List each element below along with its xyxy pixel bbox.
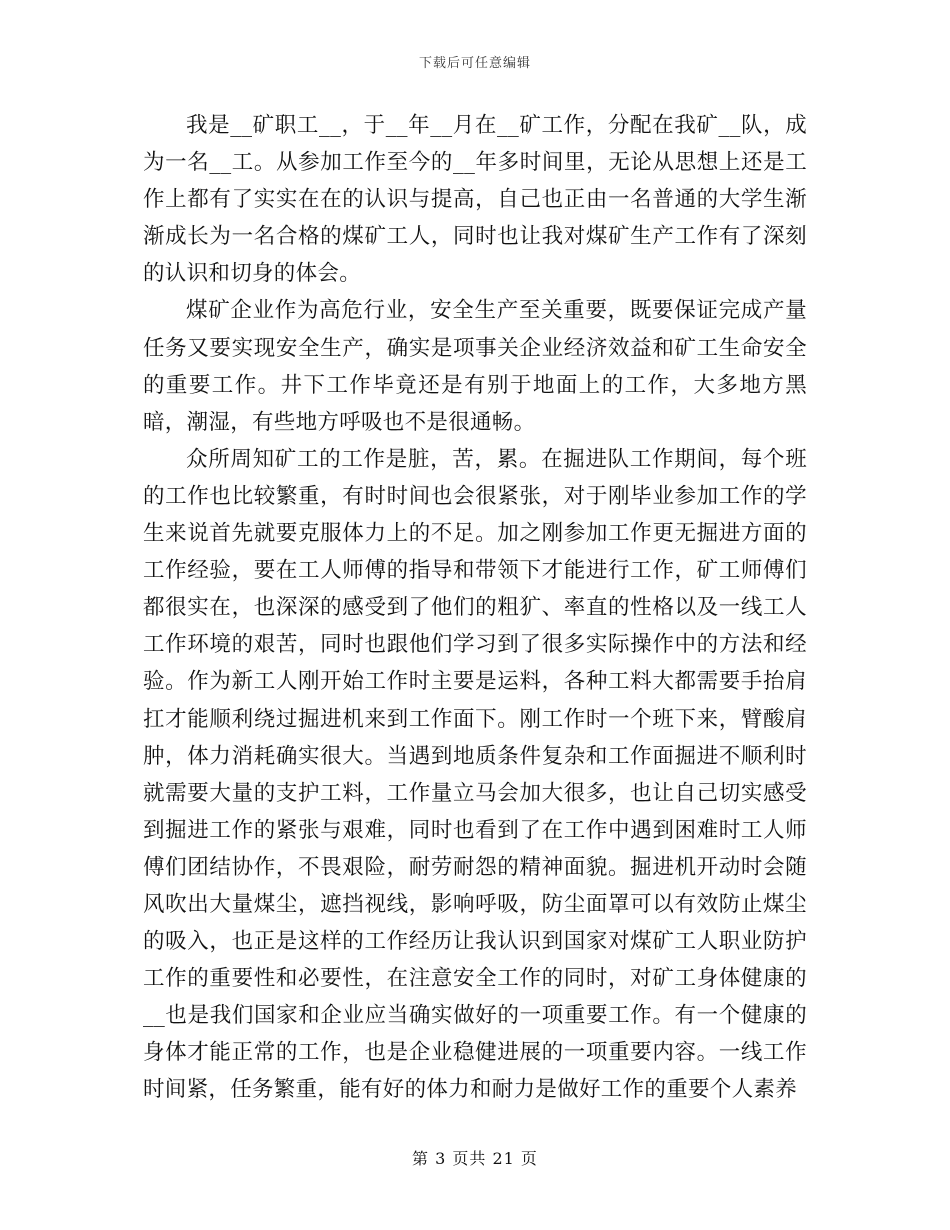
paragraph: 我是__矿职工__，于__年__月在__矿工作，分配在我矿__队，成为一名__工。从参加工作至今的__年多时间里，无论从思想上还是工作上都有了实实在在的认识与提高，自己也正由一名普通的大学生渐渐成长为一名合格的煤矿工人，同时也让我对煤矿生产工作有了深刻的认识和切身的体会。	[143, 113, 807, 287]
page-footer: 第 3 页共 21 页	[412, 1149, 538, 1168]
paragraph: 煤矿企业作为高危行业，安全生产至关重要，既要保证完成产量任务又要实现安全生产，确实是项事关企业经济效益和矿工生命安全的重要工作。井下工作毕竟还是有别于地面上的工作，大多地方黑暗，潮湿，有些地方呼吸也不是很通畅。	[143, 298, 807, 435]
paragraph: 众所周知矿工的工作是脏，苦，累。在掘进队工作期间，每个班的工作也比较繁重，有时时间也会很紧张，对于刚毕业参加工作的学生来说首先就要克服体力上的不足。加之刚参加工作更无掘进方面的工作经验，要在工人师傅的指导和带领下才能进行工作，矿工师傅们都很实在，也深深的感受到了他们的粗犷、率直的性格以及一线工人工作环境的艰苦，同时也跟他们学习到了很多实际操作中的方法和经验。作为新工人刚开始工作时主要是运料，各种工料大都需要手抬肩扛才能顺利绕过掘进机来到工作面下。刚工作时一个班下来，臂酸肩肿，体力消耗确实很大。当遇到地质条件复杂和工作面掘进不顺利时就需要大量的支护工料，工作量立马会加大很多，也让自己切实感受到掘进工作的紧张与艰难，同时也看到了在工作中遇到困难时工人师傅们团结协作，不畏艰险，耐劳耐怨的精神面貌。掘进机开动时会随风吹出大量煤尘，遮挡视线，影响呼吸，防尘面罩可以有效防止煤尘的吸入，也正是这样的工作经历让我认识到国家对煤矿工人职业防护工作的重要性和必要性，在注意安全工作的同时，对矿工身体健康的__也是我们国家和企业应当确实做好的一项重要工作。有一个健康的身体才能正常的工作，也是企业稳健进展的一项重要内容。一线工作时间紧，任务繁重，能有好的体力和耐力是做好工作的重要个人素养	[143, 446, 807, 1103]
document-body	[143, 107, 807, 1109]
page-header: 下载后可任意编辑	[418, 56, 531, 71]
